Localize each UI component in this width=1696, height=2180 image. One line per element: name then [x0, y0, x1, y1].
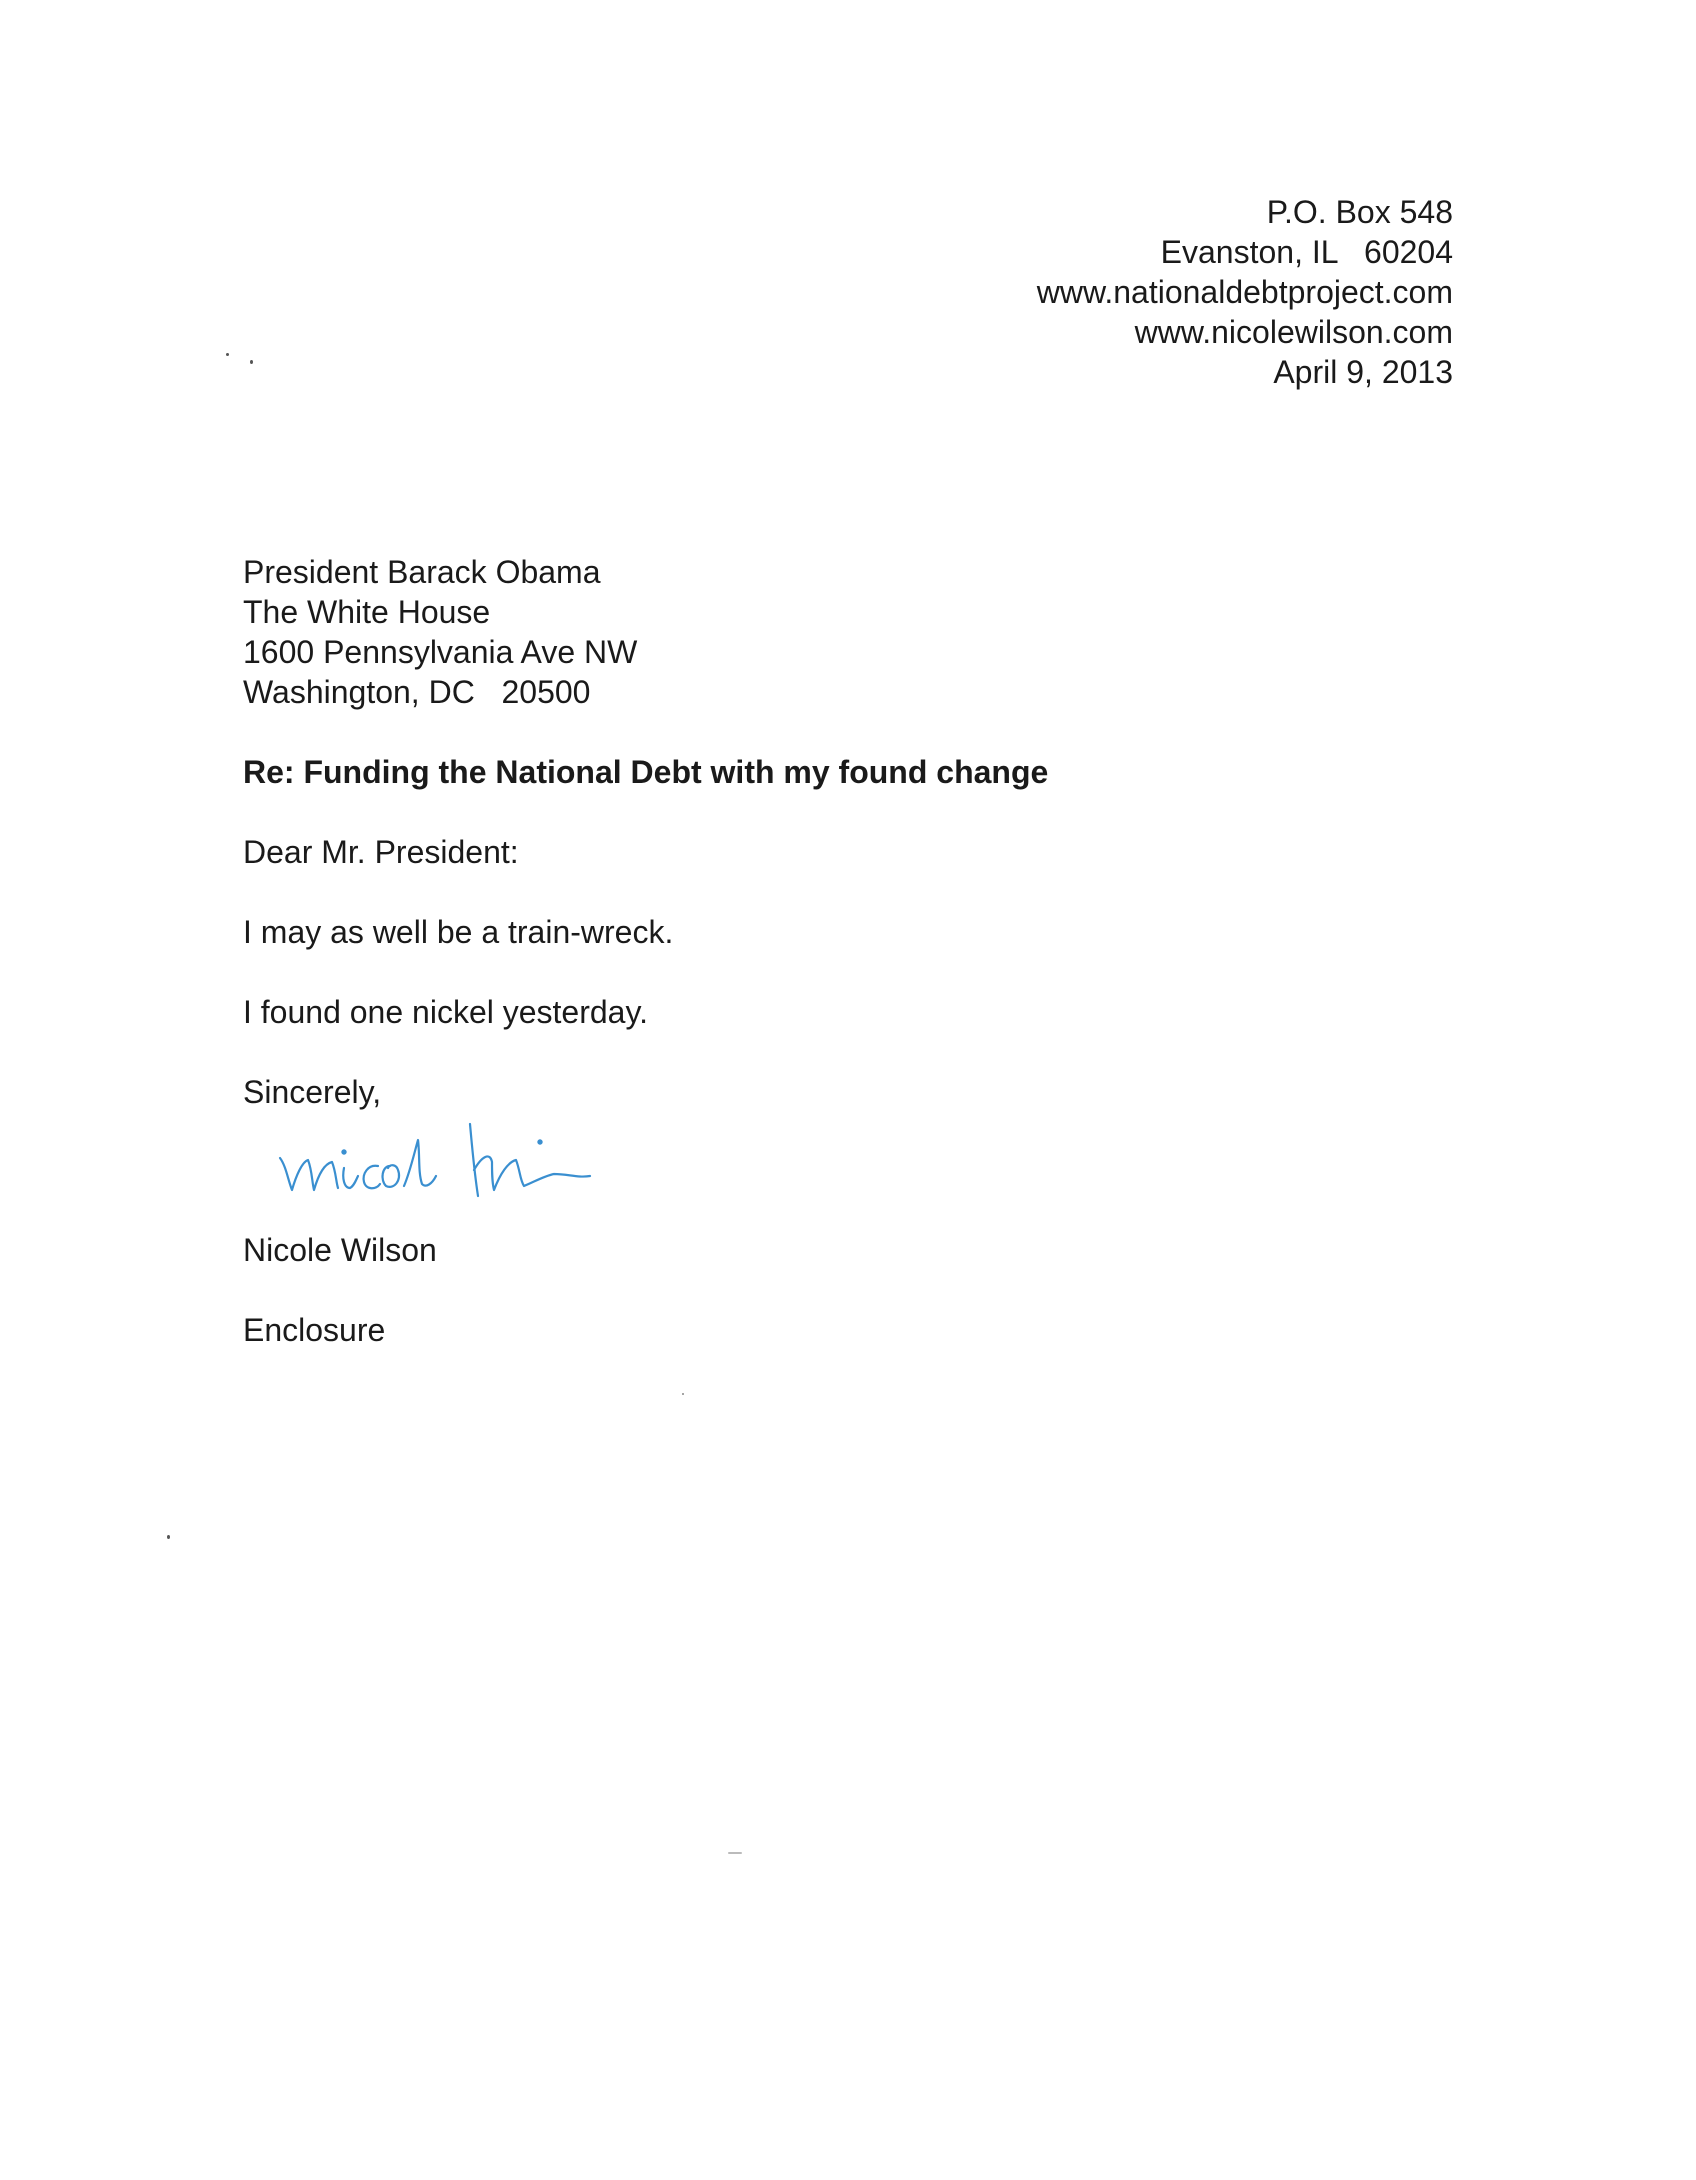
sender-website-national-debt: www.nationaldebtproject.com	[1036, 274, 1453, 310]
recipient-street: 1600 Pennsylvania Ave NW	[243, 634, 638, 670]
body-paragraph-2: I found one nickel yesterday.	[243, 994, 648, 1030]
letter-date: April 9, 2013	[1273, 354, 1453, 390]
scan-speck	[226, 353, 229, 356]
recipient-name: President Barack Obama	[243, 554, 601, 590]
scan-speck	[728, 1852, 742, 1854]
handwritten-signature	[278, 1110, 658, 1215]
recipient-address-block	[243, 552, 637, 712]
closing: Sincerely,	[243, 1074, 382, 1110]
recipient-organization: The White House	[243, 594, 491, 630]
signer-name: Nicole Wilson	[243, 1232, 437, 1268]
recipient-city-state-zip: Washington, DC 20500	[243, 674, 591, 710]
sender-city-state-zip: Evanston, IL 60204	[1160, 234, 1453, 270]
sender-address-block	[1037, 192, 1453, 392]
subject-line: Re: Funding the National Debt with my found change	[243, 754, 1049, 790]
scan-speck	[250, 360, 253, 364]
scan-speck	[167, 1535, 170, 1539]
sender-po-box: P.O. Box 548	[1266, 194, 1453, 230]
sender-website-personal: www.nicolewilson.com	[1134, 314, 1453, 350]
enclosure-note: Enclosure	[243, 1312, 386, 1348]
salutation: Dear Mr. President:	[243, 834, 519, 870]
body-paragraph-1: I may as well be a train-wreck.	[243, 914, 674, 950]
scan-speck	[682, 1393, 684, 1395]
